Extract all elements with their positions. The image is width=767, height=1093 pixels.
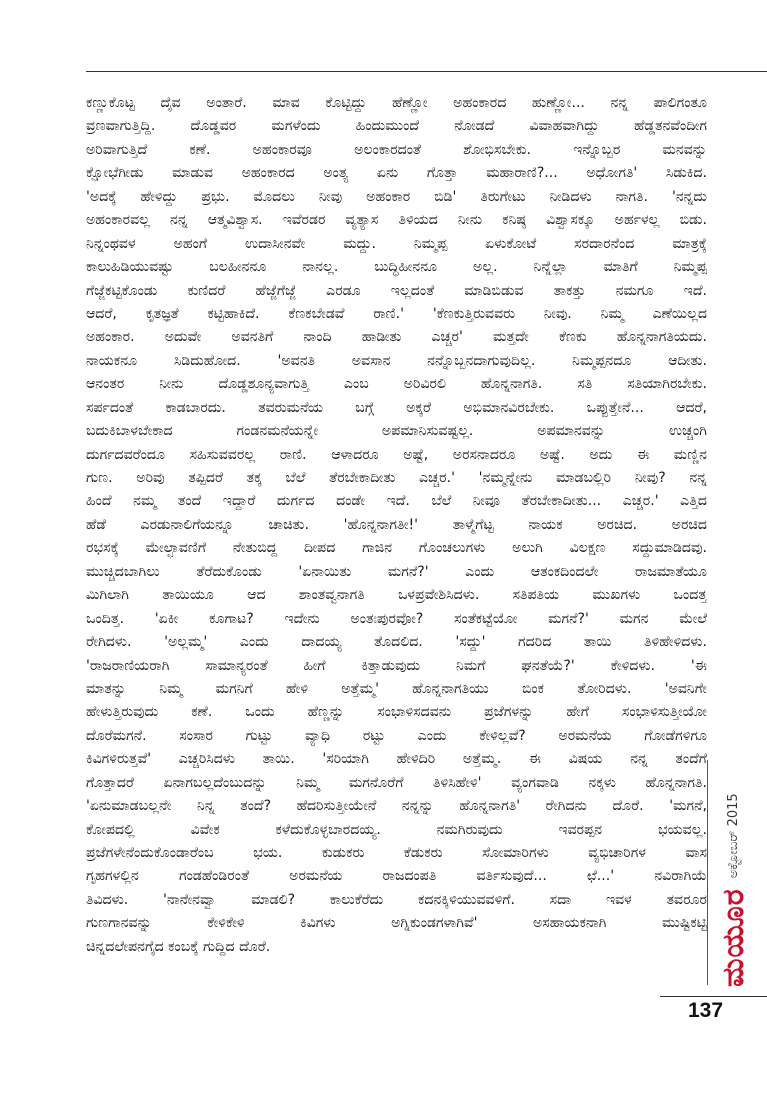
- text-line: 'ರಾಜರಾಣಿಯರಾಗಿ ಸಾಮಾನ್ಯರಂತೆ ಹೀಗೆ ಕಿತ್ತಾಡುವುದು ನಿಮಗೆ ಘನತೆಯೆ?' ಕೇಳಿದಳು. 'ಈ: [86, 657, 707, 674]
- text-line: ರಭಸಕ್ಕೆ ಮೇಲ್ಛಾವಣಿಗೆ ನೇತುಬಿದ್ದ ದೀಪದ ಗಾಜಿನ ಗೊಂಚಲುಗಳು ಅಲುಗಿ ವಿಲಕ್ಷಣ ಸದ್ದುಮಾಡಿದವು.: [86, 540, 707, 557]
- text-line: ಅಹಂಕಾರ. ಅದುವೇ ಅವನತಿಗೆ ನಾಂದಿ ಹಾಡೀತು ಎಚ್ಚರ' ಮತ್ತದೇ ಕೆಣಕು ಹೊನ್ನನಾಗತಿಯದು.: [86, 329, 707, 346]
- text-line: ಆನಂತರ ನೀನು ದೊಡ್ಡಶೂನ್ಯವಾಗುತ್ತಿ ಎಂಬ ಅರಿವಿರಲಿ ಹೊನ್ನನಾಗತಿ. ಸತಿ ಸತಿಯಾಗಿರಬೇಕು.: [86, 376, 707, 393]
- text-line: ಗುಣಗಾನವನ್ನು ಕೇಳಿಕೇಳಿ ಕಿವಿಗಳು ಅಗ್ನಿಕುಂಡಗಳಾಗಿವೆ' ಅಸಹಾಯಕನಾಗಿ ಮುಷ್ಟಿಕಟ್ಟಿ: [86, 915, 707, 932]
- masthead-logo: ಮಯೂರ: [716, 888, 751, 987]
- footer-rule: [660, 996, 767, 997]
- text-line: ಕೋಪದಲ್ಲಿ ವಿವೇಕ ಕಳೆದುಕೊಳ್ಳಬಾರದಯ್ಯ. ನಮಗಿರುವುದು ಇವರಪ್ಪನ ಭಯವಲ್ಲ.: [86, 821, 707, 838]
- header-rule: [86, 71, 767, 72]
- text-line: ಹೆಡೆ ಎರಡುನಾಲಿಗೆಯನ್ನೂ ಚಾಚಿತು. 'ಹೊನ್ನನಾಗತೀ!' ತಾಳ್ಮೆಗೆಟ್ಟ ನಾಯಕ ಅರಚಿದ. ಅರಚಿದ: [86, 516, 707, 533]
- text-line: ಗೃಹಗಳಲ್ಲಿನ ಗಂಡಹೆಂಡಿರಂತೆ ಅರಮನೆಯ ರಾಜದಂಪತಿ ವರ್ತಿಸುವುದೆ... ಛೆ...' ನವಿರಾಗಿಯೆ: [86, 868, 707, 885]
- text-line: ಪ್ರಜೆಗಳೇನೆಂದುಕೊಂಡಾರೆಂಬ ಭಯ. ಕುಡುಕರು ಕೆಡುಕರು ಸೋಮಾರಿಗಳು ವ್ಯಭಿಚಾರಿಗಳ ವಾಸ: [86, 845, 707, 861]
- text-line: ಕ್ಷೋಭೆಗೀಡು ಮಾಡುವ ಅಹಂಕಾರದ ಅಂತ್ಯ ಏನು ಗೊತ್ತಾ ಮಹಾರಾಣಿ?... ಅಧೋಗತಿ' ಸಿಡುಕಿದ.: [86, 165, 707, 182]
- text-line: 'ಅದಕ್ಕೆ ಹೇಳಿದ್ದು ಪ್ರಭು. ಮೊದಲು ನೀವು ಅಹಂಕಾರ ಬಿಡಿ' ತಿರುಗೇಟು ನೀಡಿದಳು ನಾಗತಿ. 'ನನ್ನದು: [86, 188, 707, 205]
- margin-rule: [707, 760, 708, 985]
- text-line: ಮುಚ್ಚಿದಬಾಗಿಲು ತೆರೆದುಕೊಂಡು 'ಏನಾಯಿತು ಮಗನೆ?' ಎಂದು ಆತಂಕದಿಂದಲೇ ರಾಜಮಾತೆಯೂ: [86, 563, 707, 580]
- text-line: ದುರ್ಗದವರೆಂದೂ ಸಹಿಸುವವರಲ್ಲ ರಾಣಿ. ಆಳಾದರೂ ಅಷ್ಟೆ, ಅರಸನಾದರೂ ಅಷ್ಟೆ. ಅದು ಈ ಮಣ್ಣಿನ: [86, 446, 707, 463]
- text-line: ಹಿಂದೆ ನಮ್ಮ ತಂದೆ ಇದ್ದಾರೆ ದುರ್ಗದ ದಂಡೇ ಇದೆ. ಬೆಲೆ ನೀವೂ ತೆರಬೇಕಾದೀತು... ಎಚ್ಚರ.' ಎತ್ತಿದ: [86, 493, 707, 510]
- text-line: ವ್ರಣವಾಗುತ್ತಿದ್ದಿ. ದೊಡ್ಡವರ ಮಗಳೆಂದು ಹಿಂದುಮುಂದೆ ನೋಡದೆ ವಿವಾಹವಾಗಿದ್ದು ಹೆಡ್ಡತನವೆಂದೀಗ: [86, 118, 707, 135]
- text-line: ಆದರೆ, ಕೃತಜ್ಞತೆ ಕಟ್ಟಿಹಾಕಿದೆ. ಕೆಣಕಬೇಡವೆ ರಾಣಿ.' 'ಕೆಣಕುತ್ತಿರುವವರು ನೀವು. ನಿಮ್ಮ ಎಣೆಯಿಲ್ಲದ: [86, 305, 707, 322]
- article-body: [86, 92, 707, 959]
- text-line: ಗೊತ್ತಾದರೆ ಏನಾಗಬಲ್ಲದೆಂಬುದನ್ನು ನಿಮ್ಮ ಮಗನೊರೆಗೆ ತಿಳಿಸಿಹೇಳಿ' ವ್ಯಂಗವಾಡಿ ನಕ್ಕಳು ಹೊನ್ನನಾಗತಿ.: [86, 774, 707, 791]
- text-line: ತಿವಿದಳು. 'ನಾನೇನವ್ವಾ ಮಾಡಲಿ? ಕಾಲುಕೆರೆದು ಕದನಕ್ಕಿಳಿಯುವವಳಿಗೆ. ಸದಾ ಇವಳ ತವರೂರ: [86, 891, 707, 908]
- issue-date: ಅಕ್ಟೋಬರ್ 2015: [726, 793, 741, 879]
- text-line: ಮಾತನ್ನು ನಿಮ್ಮ ಮಗನಿಗೆ ಹೇಳಿ ಅತ್ತೆಮ್ಮ' ಹೊನ್ನನಾಗತಿಯು ಬಿಂಕ ತೋರಿದಳು. 'ಅವನಿಗೇ: [86, 680, 707, 697]
- text-line: ಅಹಂಕಾರವಲ್ಲ ನನ್ನ ಆತ್ಮವಿಶ್ವಾಸ. ಇವೆರಡರ ವ್ಯತ್ಯಾಸ ತಿಳಿಯದ ನೀನು ಕನಿಷ್ಠ ವಿಶ್ವಾಸಕ್ಕೂ ಅರ್ಹಳಲ್ಲ ಬಿಡು.: [86, 212, 707, 229]
- text-line: ದೊರೆಮಗನೆ. ಸಂಸಾರ ಗುಟ್ಟು ವ್ಯಾಧಿ ರಟ್ಟು ಎಂದು ಕೇಳಿಲ್ಲವೆ? ಅರಮನೆಯ ಗೋಡೆಗಳಿಗೂ: [86, 727, 707, 744]
- text-line: 'ಏನುಮಾಡಬಲ್ಲನೇ ನಿನ್ನ ತಂದೆ? ಹೆದರಿಸುತ್ತೀಯೇನೆ ನನ್ನನ್ನು ಹೊನ್ನನಾಗತಿ' ರೇಗಿದನು ದೊರೆ. 'ಮಗನೆ,: [86, 798, 707, 815]
- text-line: ಒಂದಿತ್ತ. 'ಏಕೀ ಕೂಗಾಟ? ಇದೇನು ಅಂತಃಪುರವೋ? ಸಂತೆಕಟ್ಟೆಯೋ ಮಗನೆ?' ಮಗನ ಮೇಲೆ: [86, 610, 707, 627]
- text-line: ರೇಗಿದಳು. 'ಅಲ್ಲಮ್ಮ' ಎಂದು ದಾದಯ್ಯ ತೊದಲಿದ. 'ಸದ್ದು' ಗದರಿದ ತಾಯಿ ತಿಳಿಹೇಳಿದಳು.: [86, 634, 707, 651]
- text-line: ನಿನ್ನಂಥವಳ ಅಹಂಗೆ ಉದಾಸೀನವೇ ಮದ್ದು. ನಿಮ್ಮಪ್ಪ ಏಳುಕೋಟೆ ಸರದಾರನೆಂದ ಮಾತ್ರಕ್ಕೆ: [86, 235, 707, 252]
- text-line: ಗೆಜ್ಜೆಕಟ್ಟಿಕೊಂಡು ಕುಣಿದರೆ ಹೆಜ್ಜೆಗೆಜ್ಜೆ ಎರಡೂ ಇಲ್ಲದಂತೆ ಮಾಡಿಬಿಡುವ ತಾಕತ್ತು ನಮಗೂ ಇದೆ.: [86, 282, 707, 299]
- text-line: ಚಿನ್ನದಲೇಪನಗೈದ ಕಂಬಕ್ಕೆ ಗುದ್ದಿದ ದೊರೆ.: [86, 938, 271, 955]
- text-line: ನಾಯಕನೂ ಸಿಡಿದುಹೋದ. 'ಅವನತಿ ಅವಸಾನ ನನ್ನೊಬ್ಬನದಾಗುವುದಿಲ್ಲ. ನಿಮ್ಮಪ್ಪನದೂ ಆದೀತು.: [86, 352, 707, 369]
- masthead-block: [716, 793, 751, 987]
- text-line: ಕಾಲುಹಿಡಿಯುವಷ್ಟು ಬಲಹೀನನೂ ನಾನಲ್ಲ. ಬುದ್ಧಿಹೀನನೂ ಅಲ್ಲ. ನಿನ್ನೆಲ್ಲಾ ಮಾತಿಗೆ ನಿಮ್ಮಪ್ಪ: [86, 259, 707, 276]
- text-line: ಅರಿವಾಗುತ್ತಿದೆ ಕಣೆ. ಅಹಂಕಾರವೂ ಅಲಂಕಾರದಂತೆ ಶೋಭಿಸಬೇಕು. ಇನ್ನೊಬ್ಬರ ಮನವನ್ನು: [86, 141, 707, 158]
- text-line: ಕಣ್ಣುಕೊಟ್ಟ ದೈವ ಅಂತಾರೆ. ಮಾವ ಕೊಟ್ಟಿದ್ದು ಹೆಣ್ಣೋ ಅಹಂಕಾರದ ಹುಣ್ಣೋ... ನನ್ನ ಪಾಲಿಗಂತೂ: [86, 95, 707, 111]
- text-line: ಸರ್ಪದಂತೆ ಕಾಡಬಾರದು. ತವರುಮನೆಯ ಬಗ್ಗೆ ಅಕ್ಕರೆ ಅಭಿಮಾನವಿರಬೇಕು. ಒಪ್ಪುತ್ತೇನೆ... ಆದರೆ,: [86, 399, 707, 416]
- text-line: ಗುಣ. ಅರಿವು ತಪ್ಪಿದರೆ ತಕ್ಕ ಬೆಲೆ ತೆರಬೇಕಾದೀತು ಎಚ್ಚರ.' 'ನಮ್ಮನ್ನೇನು ಮಾಡಬಲ್ಲಿರಿ ನೀವು? ನನ್ನ: [86, 470, 707, 486]
- text-line: ಬದುಕಿಬಾಳಬೇಕಾದ ಗಂಡನಮನೆಯನ್ನೇ ಅಪಮಾನಿಸುವಷ್ಟಲ್ಲ. ಅಪಮಾನವನ್ನು ಉಚ್ಚಂಗಿ: [86, 423, 707, 440]
- page-number: 137: [688, 999, 724, 1022]
- text-line: ಕಿವಿಗಳಿರುತ್ತವೆ' ಎಚ್ಚರಿಸಿದಳು ತಾಯಿ. 'ಸರಿಯಾಗಿ ಹೇಳಿದಿರಿ ಅತ್ತೆಮ್ಮ. ಈ ವಿಷಯ ನನ್ನ ತಂದೆಗೆ: [86, 751, 707, 768]
- text-line: ಮಿಗಿಲಾಗಿ ತಾಯಿಯೂ ಆದ ಶಾಂತವ್ವನಾಗತಿ ಒಳಪ್ರವೇಶಿಸಿದಳು. ಸತಿಪತಿಯ ಮುಖಗಳು ಒಂದತ್ತ: [86, 587, 707, 604]
- text-line: ಹೇಳುತ್ತಿರುವುದು ಕಣೆ. ಒಂದು ಹೆಣ್ಣನ್ನು ಸಂಭಾಳಿಸದವನು ಪ್ರಜೆಗಳನ್ನು ಹೇಗೆ ಸಂಭಾಳಿಸುತ್ತೀಯೋ: [86, 704, 707, 721]
